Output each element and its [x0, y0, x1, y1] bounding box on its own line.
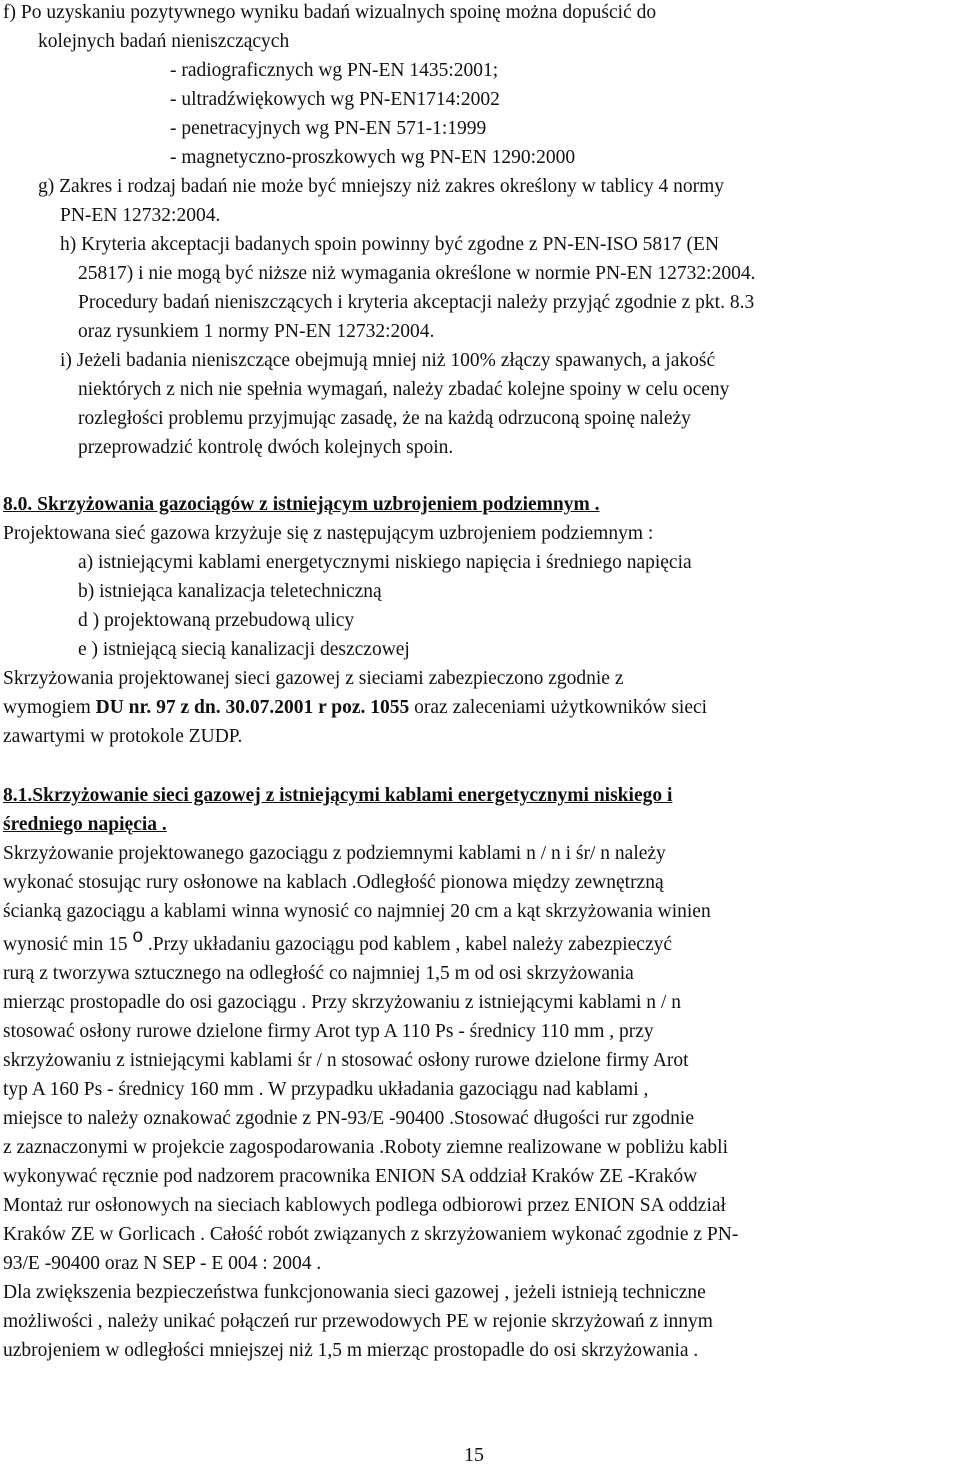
section-8-1-degree-line: [3, 926, 673, 958]
section-8-1-line-2: wykonać stosując rury osłonowe na kablach .Odległość pionowa między zewnętrzną: [3, 872, 664, 893]
section-8-1-line-8: skrzyżowaniu z istniejącymi kablami śr / n stosować osłony rurowe dzielone firmy Arot: [3, 1050, 689, 1071]
degree-prefix: wynosić min 15: [3, 934, 128, 955]
section-8-1-line-6: mierząc prostopadle do osi gazociągu . Przy skrzyżowaniu z istniejącymi kablami n / n: [3, 992, 681, 1013]
para-2-suffix: oraz zaleceniami użytkowników sieci: [409, 697, 708, 718]
section-8-1-line-1: Skrzyżowanie projektowanego gazociągu z podziemnymi kablami n / n i śr/ n należy: [3, 843, 666, 864]
item-i-line-1: i) Jeżeli badania nieniszczące obejmują mniej niż 100% złączy spawanych, a jakość: [60, 350, 716, 371]
section-8-1-line-11: z zaznaczonymi w projekcie zagospodarowania .Roboty ziemne realizowane w pobliżu kabli: [3, 1137, 729, 1158]
item-f-list-2: - ultradźwiękowych wg PN-EN1714:2002: [170, 89, 500, 110]
section-8-0-item-b: b) istniejąca kanalizacja teletechniczną: [78, 581, 382, 602]
section-8-1-line-3: ścianką gazociągu a kablami winna wynosić co najmniej 20 cm a kąt skrzyżowania winien: [3, 901, 711, 922]
item-f-line-1: f) Po uzyskaniu pozytywnego wyniku badań wizualnych spoinę można dopuścić do: [3, 2, 657, 23]
page-number: 15: [464, 1444, 484, 1466]
section-8-1-line-10: miejsce to należy oznakować zgodnie z PN-93/E -90400 .Stosować długości rur zgodnie: [3, 1108, 694, 1129]
item-i-line-2: niektórych z nich nie spełnia wymagań, należy zbadać kolejne spoiny w celu oceny: [78, 379, 730, 400]
section-8-0-heading: 8.0. Skrzyżowania gazociągów z istniejącym uzbrojeniem podziemnym .: [3, 494, 600, 515]
section-8-1-line-18: uzbrojeniem w odległości mniejszej niż 1,5 m mierząc prostopadle do osi skrzyżowania .: [3, 1340, 699, 1361]
item-h-line-4: oraz rysunkiem 1 normy PN-EN 12732:2004.: [78, 321, 435, 342]
section-8-1-line-17: możliwości , należy unikać połączeń rur przewodowych PE w rejonie skrzyżowań z innym: [3, 1311, 713, 1332]
section-8-1-line-13: Montaż rur osłonowych na sieciach kablowych podlega odbiorowi przez ENION SA oddział: [3, 1195, 726, 1216]
section-8-0-para-3: zawartymi w protokole ZUDP.: [3, 726, 243, 747]
section-8-0-para-1: Skrzyżowania projektowanej sieci gazowej z sieciami zabezpieczono zgodnie z: [3, 668, 624, 689]
item-g-line-2: PN-EN 12732:2004.: [60, 205, 221, 226]
section-8-0-para-2: [3, 695, 707, 721]
section-8-1-heading-1: 8.1.Skrzyżowanie sieci gazowej z istniejącymi kablami energetycznymi niskiego i: [3, 785, 673, 806]
section-8-1-line-16: Dla zwiększenia bezpieczeństwa funkcjonowania sieci gazowej , jeżeli istnieją techniczne: [3, 1282, 706, 1303]
section-8-1-line-9: typ A 160 Ps - średnicy 160 mm . W przypadku układania gazociągu nad kablami ,: [3, 1079, 649, 1100]
section-8-0-item-d: d ) projektowaną przebudową ulicy: [78, 610, 355, 631]
section-8-0-intro: Projektowana sieć gazowa krzyżuje się z następującym uzbrojeniem podziemnym :: [3, 523, 654, 544]
section-8-0-item-a: a) istniejącymi kablami energetycznymi niskiego napięcia i średniego napięcia: [78, 552, 692, 573]
degree-symbol: o: [132, 926, 144, 947]
item-h-line-1: h) Kryteria akceptacji badanych spoin powinny być zgodne z PN-EN-ISO 5817 (EN: [60, 234, 720, 255]
section-8-1-heading-2: średniego napięcia .: [3, 814, 167, 835]
section-8-1-line-15: 93/E -90400 oraz N SEP - E 004 : 2004 .: [3, 1253, 322, 1274]
item-h-line-2: 25817) i nie mogą być niższe niż wymagania określone w normie PN-EN 12732:2004.: [78, 263, 756, 284]
regulation-reference: DU nr. 97 z dn. 30.07.2001 r poz. 1055: [95, 697, 410, 718]
section-8-1-line-7: stosować osłony rurowe dzielone firmy Arot typ A 110 Ps - średnicy 110 mm , przy: [3, 1021, 654, 1042]
section-8-0-item-e: e ) istniejącą siecią kanalizacji deszczowej: [78, 639, 410, 660]
item-f-list-1: - radiograficznych wg PN-EN 1435:2001;: [170, 60, 499, 81]
item-f-list-3: - penetracyjnych wg PN-EN 571-1:1999: [170, 118, 487, 139]
item-g-line-1: g) Zakres i rodzaj badań nie może być mniejszy niż zakres określony w tablicy 4 normy: [38, 176, 725, 197]
section-8-1-line-12: wykonywać ręcznie pod nadzorem pracownika ENION SA oddział Kraków ZE -Kraków: [3, 1166, 698, 1187]
section-8-1-line-14: Kraków ZE w Gorlicach . Całość robót związanych z skrzyżowaniem wykonać zgodnie z PN-: [3, 1224, 739, 1245]
degree-suffix: .Przy układaniu gazociągu pod kablem , kabel należy zabezpieczyć: [147, 934, 673, 955]
item-i-line-4: przeprowadzić kontrolę dwóch kolejnych spoin.: [78, 437, 454, 458]
item-h-line-3: Procedury badań nieniszczących i kryteria akceptacji należy przyjąć zgodnie z pkt. 8.3: [78, 292, 755, 313]
item-f-line-2: kolejnych badań nieniszczących: [38, 31, 290, 52]
item-i-line-3: rozległości problemu przyjmując zasadę, że na każdą odrzuconą spoinę należy: [78, 408, 691, 429]
item-f-list-4: - magnetyczno-proszkowych wg PN-EN 1290:2000: [170, 147, 576, 168]
section-8-1-line-5: rurą z tworzywa sztucznego na odległość co najmniej 1,5 m od osi skrzyżowania: [3, 963, 634, 984]
para-2-prefix: wymogiem: [3, 697, 96, 718]
